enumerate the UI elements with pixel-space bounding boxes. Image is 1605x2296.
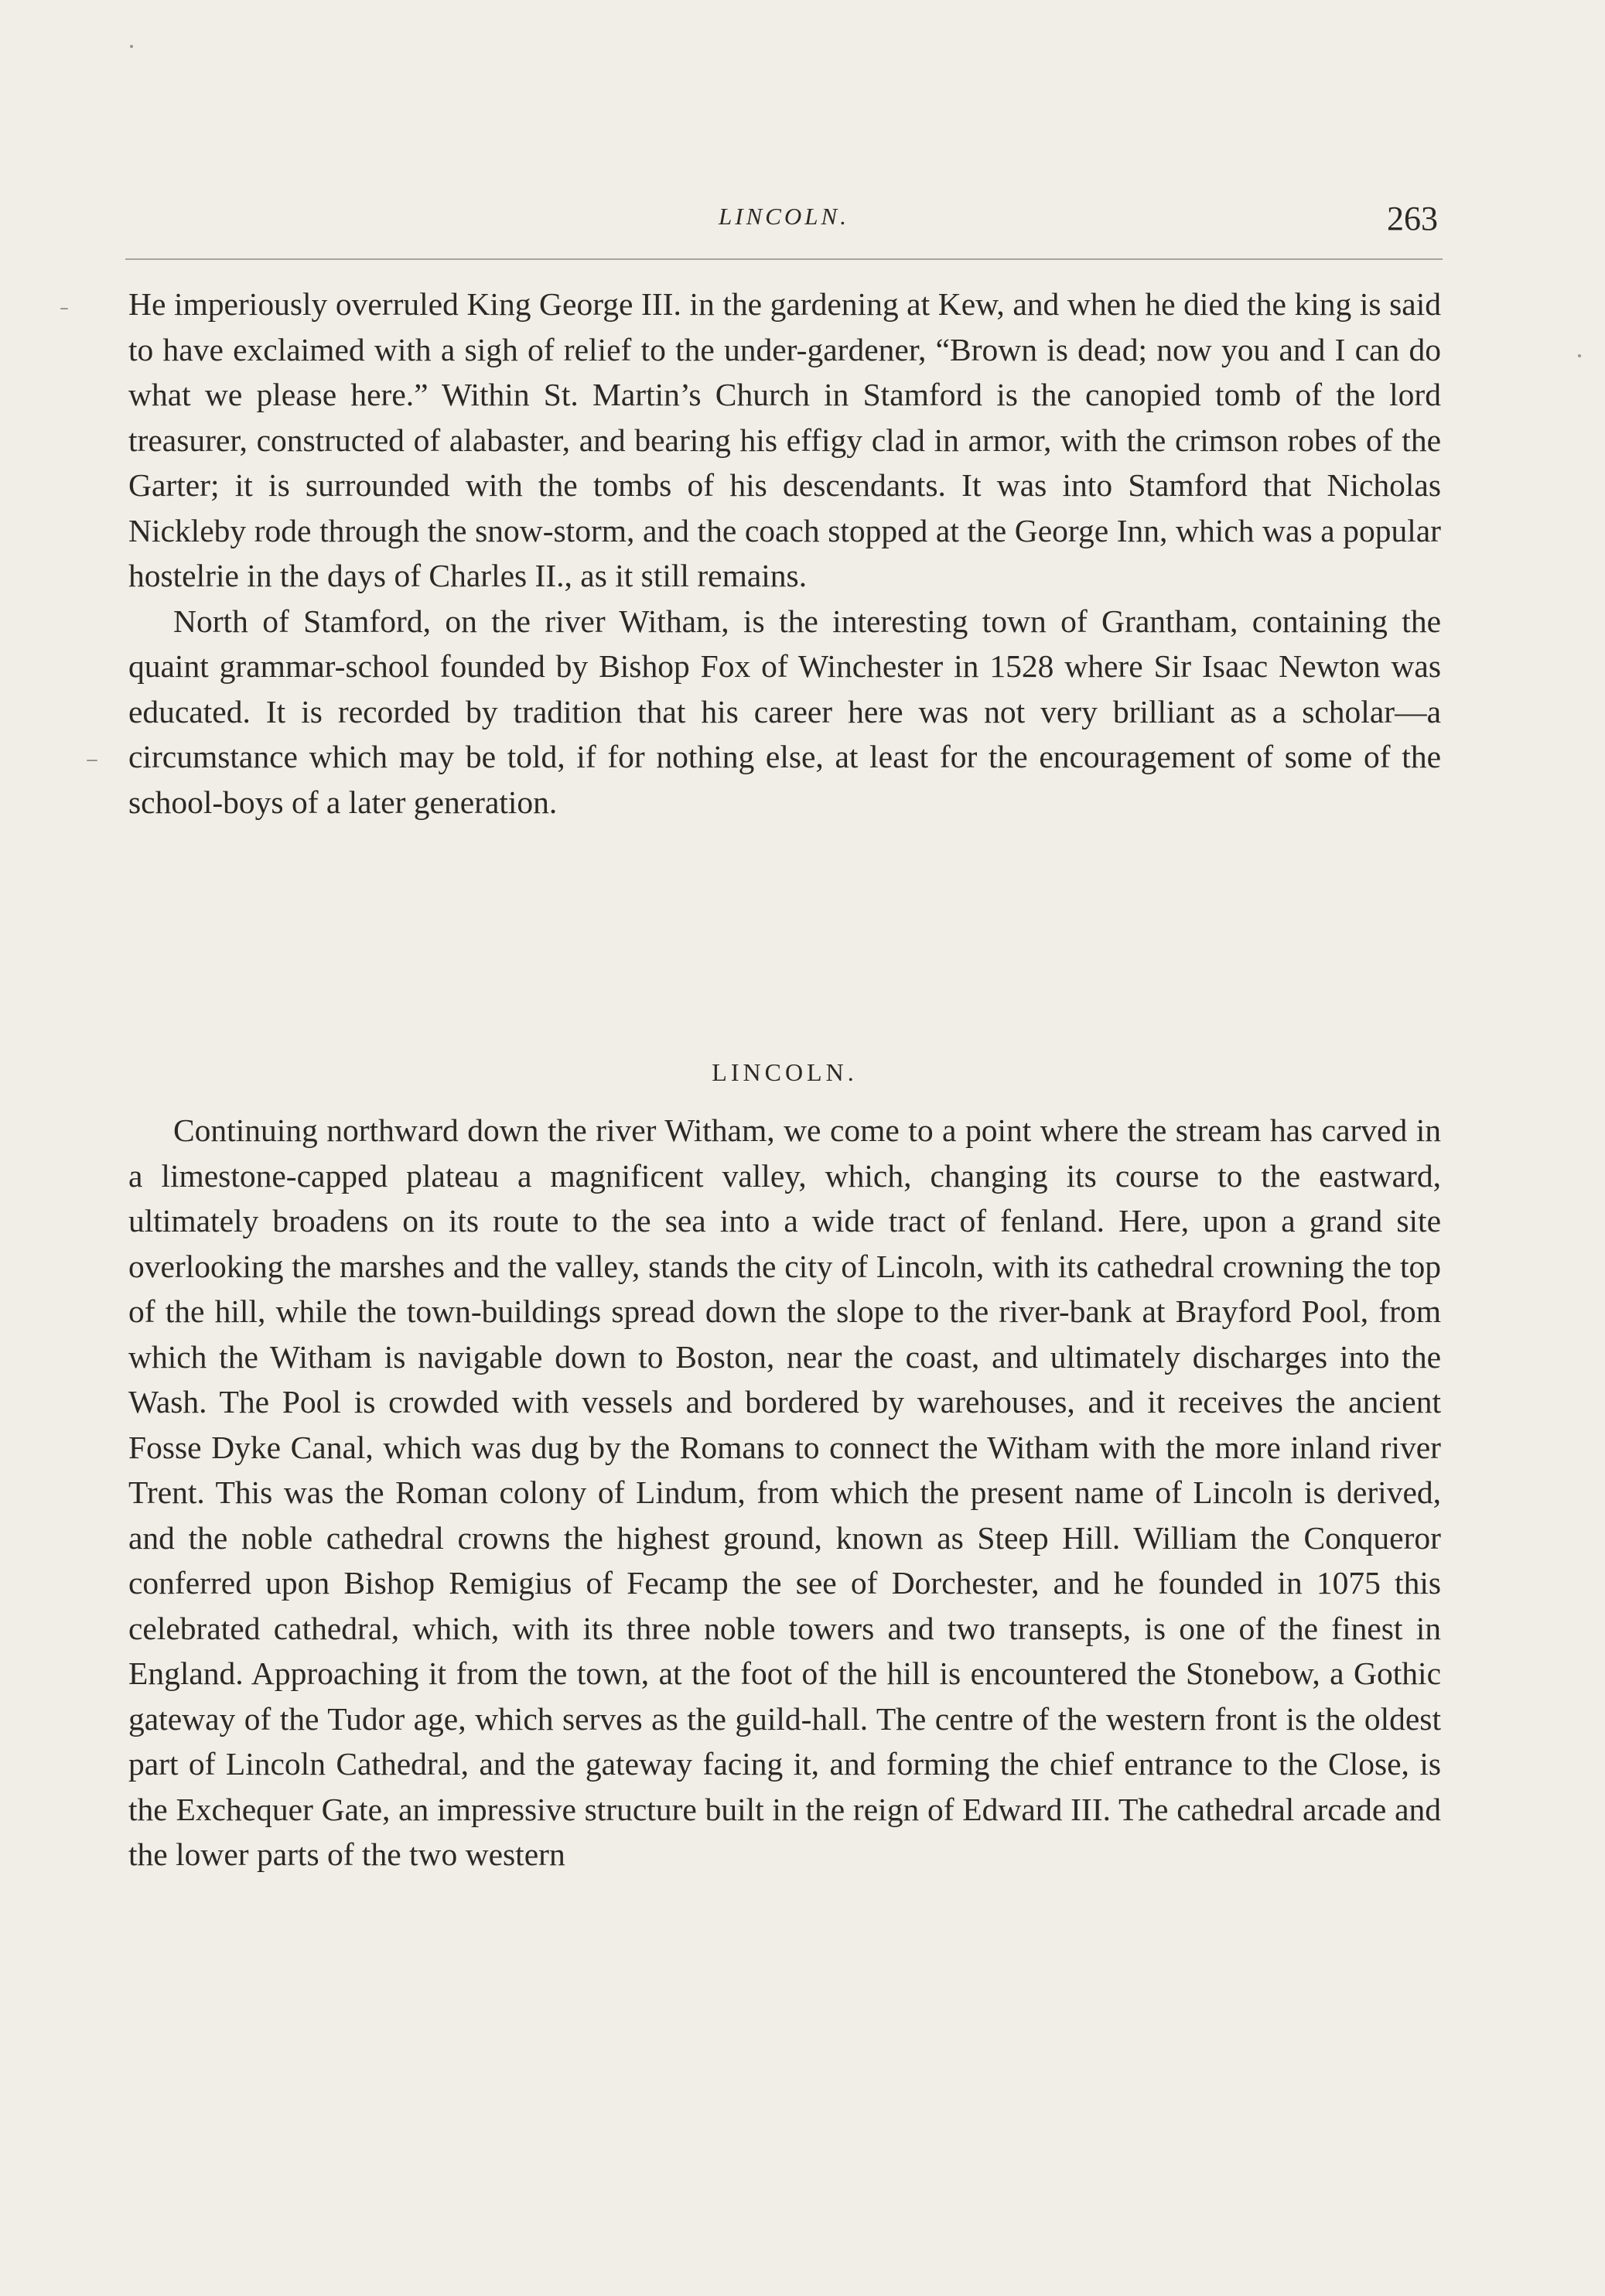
running-title: LINCOLN. (719, 203, 849, 230)
running-head (125, 200, 1443, 238)
paragraph-stamford: He imperiously overruled King George III. in the gardening at Kew, and when he died the king is said to have exclaimed with a sigh of relief to the under-gardener, “Brown is dead; now you and I can do what we please here.” Within St. Martin’s Church in Stamford is the canopied tomb of the lord treasurer, constructed of alabaster, and bearing his effigy clad in armor, with the crimson robes of the Garter; it is surrounded with the tombs of his descendants. It was into Stamford that Nicholas Nickleby rode through the snow-storm, and the coach stopped at the George Inn, which was a popular hostelrie in the days of Charles II., as it still remains. (128, 286, 1441, 593)
paragraph-grantham: North of Stamford, on the river Witham, is the interesting town of Grantham, containing the quaint grammar-school founded by Bishop Fox of Winchester in 1528 where Sir Isaac Newton was educated. It is recorded by tradition that his career here was not very brilliant as a scholar—a circumstance which may be told, if for nothing else, at least for the encouragement of some of the school-boys of a later generation. (128, 603, 1441, 820)
section-heading: LINCOLN. (712, 1058, 858, 1086)
text-block-lincoln (128, 1108, 1441, 1877)
paragraph-lincoln: Continuing northward down the river Witham, we come to a point where the stream has carved in a limestone-capped plateau a magnificent valley, which, changing its course to the eastward, ultimately broadens on its route to the sea into a wide tract of fenland. Here, upon a grand site overlooking the marshes and the valley, stands the city of Lincoln, with its cathedral crowning the top of the hill, while the town-buildings spread down the slope to the river-bank at Brayford Pool, from which the Witham is navigable down to Boston, near the coast, and ultimately discharges into the Wash. The Pool is crowded with vessels and bordered by warehouses, and it receives the ancient Fosse Dyke Canal, which was dug by the Romans to connect the Witham with the more inland river Trent. This was the Roman colony of Lindum, from which the present name of Lincoln is derived, and the noble cathedral crowns the highest ground, known as Steep Hill. William the Conqueror conferred upon Bishop Remigius of Fecamp the see of Dorchester, and he founded in 1075 this celebrated cathedral, which, with its three noble towers and two transepts, is one of the finest in England. Approaching it from the town, at the foot of the hill is encountered the Stonebow, a Gothic gateway of the Tudor age, which serves as the guild-hall. The centre of the western front is the oldest part of Lincoln Cathedral, and the gateway facing it, and forming the chief entrance to the Close, is the Exchequer Gate, an impressive structure built in the reign of Edward III. The cathedral arcade and the lower parts of the two western (128, 1112, 1441, 1872)
paper-speck (1578, 354, 1581, 357)
header-rule (125, 258, 1443, 260)
paper-speck (60, 308, 68, 309)
page-number: 263 (1387, 200, 1438, 237)
paper-speck (130, 45, 133, 48)
text-block-upper (128, 282, 1441, 825)
paper-speck (87, 760, 97, 761)
